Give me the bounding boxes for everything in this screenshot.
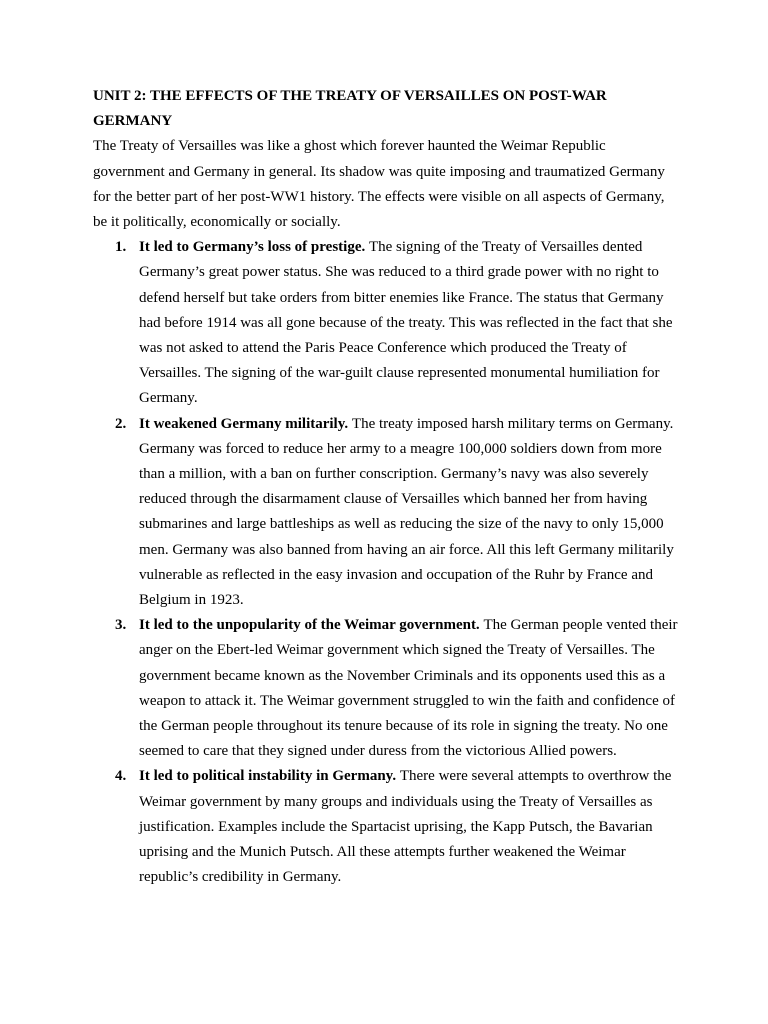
list-item xyxy=(93,764,678,890)
list-item xyxy=(93,412,678,614)
list-item-number: 4. xyxy=(115,768,127,785)
list-item-body: The treaty imposed harsh military terms on Germany. Germany was forced to reduce her army to a meagre 100,000 soldiers down from more than a million, with a ban on further conscription. Germany’s navy was also severely reduced through the disarmament clause of Versailles which banned her from having submarines and large battleships as well as reducing the size of the navy to only 15,000 men. Germany was also banned from having an air force. All this left Germany militarily vulnerable as reflected in the easy invasion and occupation of the Ruhr by France and Belgium in 1923. xyxy=(139,415,674,609)
list-item-title: It led to the unpopularity of the Weimar government. xyxy=(139,617,484,634)
list-item-title: It led to Germany’s loss of prestige. xyxy=(139,239,369,256)
list-item-number: 2. xyxy=(115,415,127,432)
intro-paragraph: The Treaty of Versailles was like a ghost which forever haunted the Weimar Republic government and Germany in general. Its shadow was quite imposing and traumatized Germany for the better part of her post-WW1 history. The effects were visible on all aspects of Germany, be it politically, economically or socially. xyxy=(93,138,665,231)
list-item xyxy=(93,235,678,411)
document-page xyxy=(93,84,678,891)
list-item-body: There were several attempts to overthrow the Weimar government by many groups and individuals using the Treaty of Versailles as justification. Examples include the Spartacist uprising, the Kapp Putsch, the Bavarian uprising and the Munich Putsch. All these attempts further weakened the Weimar republic’s credibility in Germany. xyxy=(139,768,672,886)
document-heading: UNIT 2: THE EFFECTS OF THE TREATY OF VERSAILLES ON POST-WAR GERMANY xyxy=(93,88,607,130)
list-item xyxy=(93,613,678,764)
list-item-body: The German people vented their anger on the Ebert-led Weimar government which signed the Treaty of Versailles. The government became known as the November Criminals and its opponents used this as a weapon to attack it. The Weimar government struggled to win the faith and confidence of the German people throughout its tenure because of its role in signing the treaty. No one seemed to care that they signed under duress from the victorious Allied powers. xyxy=(139,617,678,760)
list-item-body: The signing of the Treaty of Versailles dented Germany’s great power status. She was reduced to a third grade power with no right to defend herself but take orders from bitter enemies like France. The status that Germany had before 1914 was all gone because of the treaty. This was reflected in the fact that she was not asked to attend the Paris Peace Conference which produced the Treaty of Versailles. The signing of the war-guilt clause represented monumental humiliation for Germany. xyxy=(139,239,673,407)
list-item-number: 1. xyxy=(115,239,127,256)
list-item-number: 3. xyxy=(115,617,127,634)
effects-list xyxy=(93,235,678,890)
list-item-title: It led to political instability in Germany. xyxy=(139,768,400,785)
list-item-title: It weakened Germany militarily. xyxy=(139,415,352,432)
